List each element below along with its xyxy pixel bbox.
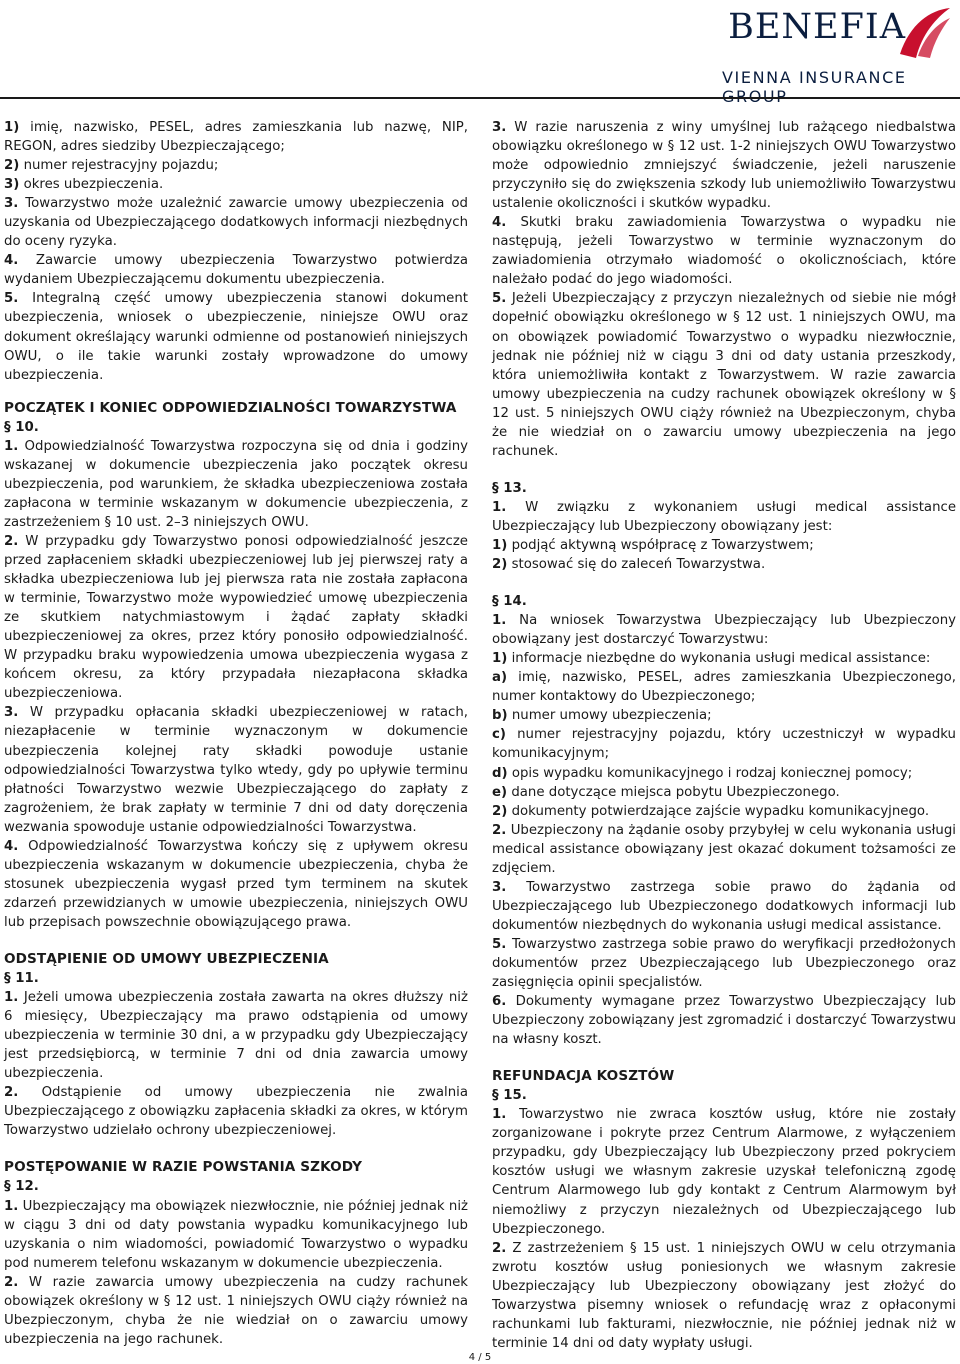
paragraph bbox=[492, 783, 956, 802]
item-text: opis wypadku komunikacyjnego i rodzaj koniecznej pomocy; bbox=[511, 765, 913, 781]
item-number: 1) bbox=[4, 120, 20, 135]
item-text: Jeżeli umowa ubezpieczenia została zawarta na okres dłuższy niż 6 miesięcy, Ubezpieczający ma prawo odstąpienia od umowy ubezpieczenia w terminie 30 dni, a w przypadku gdy Ubezpieczający jest przedsiębiorcą, w terminie 7 dni od dnia zawarcia umowy ubezpieczenia. bbox=[4, 990, 468, 1082]
item-number: 2. bbox=[4, 533, 19, 549]
item-text: stosować się do zaleceń Towarzystwa. bbox=[511, 557, 766, 573]
section-number-13: § 13. bbox=[492, 480, 527, 496]
paragraph bbox=[492, 649, 956, 668]
brand-subtitle: VIENNA INSURANCE bbox=[722, 68, 907, 87]
item-number: 1. bbox=[492, 499, 507, 515]
paragraph bbox=[492, 498, 956, 536]
item-number: 4. bbox=[492, 215, 507, 231]
item-text: Zawarcie umowy ubezpieczenia Towarzystwo potwierdza wydaniem Ubezpieczającemu dokumentu ubezpieczenia. bbox=[4, 253, 468, 288]
item-text: numer rejestracyjny pojazdu, który uczestniczył w wypadku komunikacyjnym; bbox=[492, 727, 956, 762]
item-text: W związku z wykonaniem usługi medical assistance Ubezpieczający lub Ubezpieczony obowiązany jest: bbox=[492, 499, 956, 534]
paragraph bbox=[4, 1083, 468, 1140]
paragraph bbox=[4, 194, 468, 251]
item-text: informacje niezbędne do wykonania usługi medical assistance: bbox=[511, 651, 931, 667]
section-heading-10: POCZĄTEK I KONIEC ODPOWIEDZIALNOŚCI TOWARZYSTWA bbox=[4, 399, 457, 416]
paragraph bbox=[492, 289, 956, 460]
paragraph bbox=[492, 1105, 956, 1238]
section-heading-15: REFUNDACJA KOSZTÓW bbox=[492, 1068, 675, 1085]
section-number-12: § 12. bbox=[4, 1179, 39, 1195]
section-number-15: § 15. bbox=[492, 1088, 527, 1104]
paragraph bbox=[4, 703, 468, 836]
paragraph bbox=[4, 1273, 468, 1349]
item-number: 3. bbox=[4, 196, 19, 212]
paragraph bbox=[492, 611, 956, 649]
paragraph bbox=[4, 988, 468, 1083]
item-number: d) bbox=[492, 765, 508, 781]
item-text: Towarzystwo zastrzega sobie prawo do żądania od Ubezpieczającego lub Ubezpieczonego dodatkowych informacji lub dokumentów niezbędnych do wykonania usługi medical assistance. bbox=[492, 879, 956, 933]
paragraph bbox=[4, 1197, 468, 1273]
paragraph bbox=[4, 156, 468, 175]
item-number: 4. bbox=[4, 253, 19, 269]
item-number: 1. bbox=[492, 613, 507, 629]
item-text: Skutki braku zawiadomienia Towarzystwa o wypadku nie następują, jeżeli Towarzystwo w terminie wyznaczonym do zawiadomienia otrzymało wiadomość o okolicznościach, które należało podać do jego wiadomości. bbox=[492, 215, 956, 288]
item-number: 1. bbox=[4, 990, 19, 1006]
page-number: 4 / 5 bbox=[468, 1352, 492, 1363]
paragraph bbox=[492, 1239, 956, 1353]
page-header bbox=[0, 0, 960, 100]
item-text: Odstąpienie od umowy ubezpieczenia nie zwalnia Ubezpieczającego z obowiązku zapłacenia składki za okres, w którym Towarzystwo udzielało ochrony ubezpieczeniowej. bbox=[4, 1085, 468, 1139]
item-number: 2. bbox=[492, 1240, 507, 1256]
item-text: W przypadku opłacania składki ubezpieczeniowej w ratach, niezapłacenie w terminie wyznaczonym w dokumencie ubezpieczenia kolejnej raty składki powoduje ustanie odpowiedzialności Towarzystwa tylko wtedy, gdy po upływie terminu płatności Towarzystwo wezwie Ubezpieczającego do zapłaty z zagrożeniem, że brak zapłaty w terminie 7 dni od daty doręczenia wezwania spowoduje ustanie odpowiedzialności Towarzystwa. bbox=[4, 705, 468, 835]
item-number: 2. bbox=[4, 1274, 19, 1290]
section-number-10: § 10. bbox=[4, 419, 39, 435]
paragraph bbox=[4, 532, 468, 703]
item-number: 2. bbox=[492, 822, 507, 838]
item-number: 3. bbox=[492, 120, 507, 135]
item-number: 5. bbox=[4, 291, 19, 307]
item-number: 3) bbox=[4, 177, 20, 193]
item-text: Towarzystwo może uzależnić zawarcie umowy ubezpieczenia od uzyskania od Ubezpieczającego dodatkowych informacji niezbędnych do oceny ryzyka. bbox=[4, 196, 468, 250]
item-text: numer umowy ubezpieczenia; bbox=[511, 708, 712, 724]
paragraph bbox=[492, 213, 956, 289]
item-number: 5. bbox=[492, 936, 507, 952]
item-number: 4. bbox=[4, 838, 19, 854]
item-number: 5. bbox=[492, 291, 507, 307]
paragraph bbox=[492, 878, 956, 935]
item-text: Integralną część umowy ubezpieczenia stanowi dokument ubezpieczenia, wniosek o ubezpieczenie, niniejsze OWU oraz dokument określający warunki odmienne od postanowień niniejszych OWU, o ile takie warunki zostały wprowadzone do umowy ubezpieczenia. bbox=[4, 291, 469, 383]
item-text: Dokumenty wymagane przez Towarzystwo Ubezpieczający lub Ubezpieczony zobowiązany jest zgromadzić i dostarczyć Towarzystwu na własny koszt. bbox=[492, 994, 957, 1048]
section-heading-12: POSTĘPOWANIE W RAZIE POWSTANIA SZKODY bbox=[4, 1159, 363, 1176]
item-text: okres ubezpieczenia. bbox=[23, 177, 164, 193]
paragraph bbox=[492, 764, 956, 783]
paragraph bbox=[492, 706, 956, 725]
item-number: a) bbox=[492, 670, 508, 686]
paragraph bbox=[4, 118, 468, 156]
item-text: W razie naruszenia z winy umyślnej lub rażącego niedbalstwa obowiązku określonego w § 12 ust. 1-2 niniejszych OWU Towarzystwo może odpowiednio zmniejszyć świadczenie, jeżeli naruszenie przyczyniło się do zwiększenia szkody lub uniemożliwiło Towarzystwu ustalenie okoliczności i skutków wypadku. bbox=[492, 120, 956, 212]
paragraph bbox=[4, 837, 468, 932]
item-text: W przypadku gdy Towarzystwo ponosi odpowiedzialność jeszcze przed zapłaceniem składki ubezpieczeniowej lub jej pierwszej raty a składka ubezpieczeniowa lub jej pierwsza rata nie została zapłacona w terminie, Towarzystwo może wypowiedzieć umowę ubezpieczenia ze skutkiem natychmiastowym i żądać zapłaty składki ubezpieczeniowej za okres, przez który ponosiło odpowiedzialność. W przypadku braku wypowiedzenia umowa ubezpieczenia wygasa z końcem okresu, za który przypadała niezapłacona składka ubezpieczeniowa. bbox=[4, 533, 468, 702]
paragraph bbox=[492, 536, 956, 555]
item-number: 1. bbox=[492, 1107, 507, 1123]
paragraph bbox=[4, 437, 468, 532]
item-text: Odpowiedzialność Towarzystwa rozpoczyna się od dnia i godziny wskazanej w dokumencie ubezpieczenia jako początek okresu ubezpieczenia, pod warunkiem, że składka ubezpieczeniowa została zapłacona w terminie wskazanym w dokumencie ubezpieczenia, z zastrzeżeniem § 10 ust. 2–3 niniejszych OWU. bbox=[4, 438, 468, 530]
header-divider bbox=[0, 97, 960, 99]
item-number: 1) bbox=[492, 651, 508, 667]
paragraph bbox=[4, 175, 468, 194]
item-number: 1. bbox=[4, 1198, 19, 1214]
item-number: b) bbox=[492, 708, 508, 724]
item-text: dane dotyczące miejsca pobytu Ubezpieczonego. bbox=[511, 784, 840, 800]
item-text: Ubezpieczający ma obowiązek niezwłocznie, nie później jednak niż w ciągu 3 dni od daty powstania wypadku komunikacyjnego lub uzyskania o nim wiadomości, powiadomić Towarzystwo o wypadku pod numerem telefonu wskazanym w dokumencie ubezpieczenia. bbox=[4, 1198, 468, 1271]
item-text: Jeżeli Ubezpieczający z przyczyn niezależnych od siebie nie mógł dopełnić obowiązku określonego w § 12 ust. 1 niniejszych OWU, ma on obowiązek powiadomić Towarzystwo o wypadku niezwłocznie, jednak nie później niż w ciągu 3 dni od daty ustania przeszkody, która uniemożliwiła kontakt z Towarzystwem. W razie zawarcia umowy ubezpieczenia na cudzy rachunek obowiązek określony w § 12 ust. 5 niniejszych OWU ciąży również na Ubezpieczonym, chyba że nie wiedział on o zawarciu umowy ubezpieczenia na jego rachunek. bbox=[492, 291, 956, 459]
item-text: podjąć aktywną współpracę z Towarzystwem; bbox=[511, 537, 814, 553]
paragraph bbox=[492, 555, 956, 574]
paragraph bbox=[4, 251, 468, 289]
section-number-11: § 11. bbox=[4, 971, 39, 987]
item-text: imię, nazwisko, PESEL, adres zamieszkania lub nazwę, NIP, REGON, adres siedziby Ubezpieczającego; bbox=[4, 120, 468, 155]
paragraph bbox=[492, 725, 956, 763]
item-number: 2. bbox=[4, 1085, 19, 1101]
benefia-logo bbox=[722, 4, 952, 90]
item-text: imię, nazwisko, PESEL, adres zamieszkania Ubezpieczonego, numer kontaktowy do Ubezpieczonego; bbox=[492, 670, 956, 705]
item-text: dokumenty potwierdzające zajście wypadku komunikacyjnego. bbox=[511, 803, 930, 819]
item-number: c) bbox=[492, 727, 506, 743]
item-number: 2) bbox=[492, 557, 508, 573]
left-column bbox=[4, 118, 468, 1349]
paragraph bbox=[492, 668, 956, 706]
item-text: Towarzystwo zastrzega sobie prawo do weryfikacji przedłożonych dokumentów przez Ubezpieczającego lub Ubezpieczonego oraz zasięgnięcia opinii specjalistów. bbox=[492, 936, 956, 991]
item-number: 3. bbox=[492, 879, 507, 895]
item-text: Towarzystwo nie zwraca kosztów usług, które nie zostały zorganizowane i pokryte przez Centrum Alarmowe, z wyłączeniem przypadku, gdy Ubezpieczający lub Ubezpieczony przed pokryciem kosztów usługi we własnym zakresie uzyskał telefoniczną zgodę Centrum Alarmowego lub gdy kontakt z Centrum Alarmowym był niemożliwy z przyczyn niezależnych od Ubezpieczającego lub Ubezpieczonego. bbox=[492, 1107, 956, 1237]
paragraph bbox=[492, 992, 956, 1049]
item-number: 1) bbox=[492, 537, 508, 553]
item-text: W razie zawarcia umowy ubezpieczenia na cudzy rachunek obowiązek określony w § 12 ust. 1 niniejszych OWU ciąży również na Ubezpieczonym, chyba że nie wiedział on o zawarciu umowy ubezpieczenia na jego rachunek. bbox=[4, 1274, 469, 1347]
item-number: 3. bbox=[4, 705, 19, 721]
paragraph bbox=[492, 118, 956, 213]
item-number: 1. bbox=[4, 438, 19, 454]
paragraph bbox=[492, 821, 956, 878]
item-text: Odpowiedzialność Towarzystwa kończy się z upływem okresu ubezpieczenia wskazanym w dokumencie ubezpieczenia, chyba że stosunek ubezpieczenia wygasł przed tym terminem na skutek zdarzeń przewidzianych w umowie ubezpieczenia, niniejszych OWU lub przepisach powszechnie obowiązującego prawa. bbox=[4, 838, 468, 930]
paragraph bbox=[4, 289, 468, 384]
section-number-14: § 14. bbox=[492, 594, 527, 610]
item-number: e) bbox=[492, 784, 508, 800]
paragraph bbox=[492, 935, 956, 992]
item-number: 2) bbox=[492, 803, 508, 819]
brand-name: BENEFIA bbox=[728, 7, 906, 47]
paragraph bbox=[492, 802, 956, 821]
right-column bbox=[492, 118, 956, 1353]
swoosh-icon bbox=[896, 4, 952, 60]
item-text: Na wniosek Towarzystwa Ubezpieczający lub Ubezpieczony obowiązany jest dostarczyć Towarzystwu: bbox=[492, 613, 956, 648]
item-number: 2) bbox=[4, 158, 20, 174]
item-number: 6. bbox=[492, 994, 507, 1010]
section-heading-11: ODSTĄPIENIE OD UMOWY UBEZPIECZENIA bbox=[4, 950, 329, 967]
item-text: Ubezpieczony na żądanie osoby przybyłej w celu wykonania usługi medical assistance obowiązany jest okazać dokument tożsamości ze zdjęciem. bbox=[492, 822, 956, 876]
item-text: Z zastrzeżeniem § 15 ust. 1 niniejszych OWU w celu otrzymania zwrotu kosztów usług poniesionych we własnym zakresie Ubezpieczający lub Ubezpieczony obowiązany jest złożyć do Towarzystwa pisemny wniosek o refundację wraz z opłaconymi rachunkami lub fakturami, niezwłocznie, nie później jednak niż w terminie 14 dni od daty wypłaty usługi. bbox=[492, 1240, 956, 1351]
item-text: numer rejestracyjny pojazdu; bbox=[23, 158, 219, 174]
